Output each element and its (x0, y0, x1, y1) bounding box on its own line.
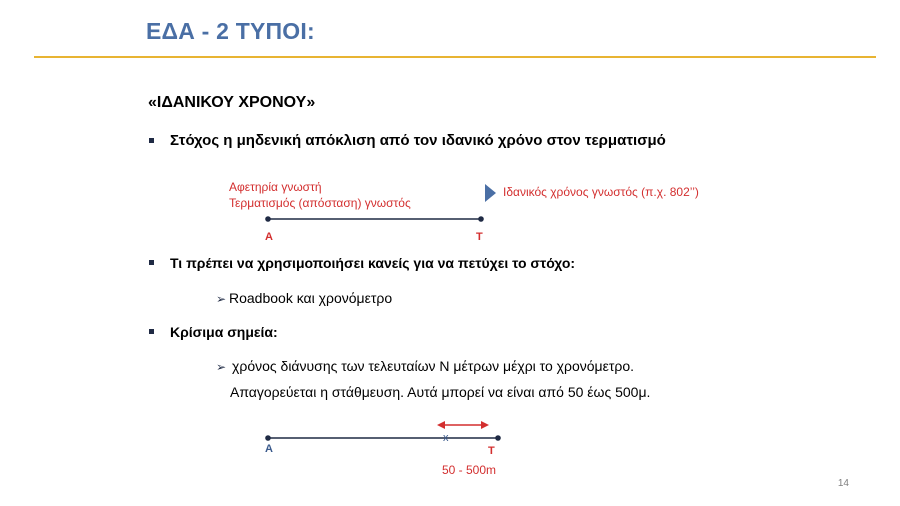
diagram1-point-t-dot (478, 216, 484, 222)
diagram2-point-x-label: x (443, 432, 449, 444)
diagram1-point-t-label: Τ (476, 231, 483, 243)
diagram1-point-a-label: Α (265, 231, 273, 243)
diagram2-range-label: 50 - 500m (442, 463, 497, 477)
range-arrow-right-icon (481, 421, 489, 429)
arrow-bullet-icon: ➢ (216, 292, 227, 306)
diagram2-point-a-dot (265, 435, 271, 441)
slide-title: ΕΔΑ - 2 ΤΥΠΟΙ: (146, 18, 315, 44)
diagram1-label-start: Αφετηρία γνωστή (229, 180, 322, 194)
sub-bullet-3-line2: Απαγορεύεται η στάθμευση. Αυτά μπορεί να είναι από 50 έως 500μ. (230, 384, 651, 400)
diagram2-point-t-dot (495, 435, 501, 441)
range-arrow-left-icon (437, 421, 445, 429)
diagram2-point-t-label: Τ (488, 445, 495, 457)
bullet-1-text: Στόχος η μηδενική απόκλιση από τον ιδανικό χρόνο στον τερματισμό (170, 132, 666, 149)
page-number: 14 (837, 478, 849, 489)
diagram1-label-finish: Τερματισμός (απόσταση) γνωστός (229, 196, 411, 210)
bullet-square-icon (149, 260, 154, 265)
sub-bullet-2-text: Roadbook και χρονόμετρο (229, 290, 393, 306)
diagram2-point-a-label: Α (265, 443, 273, 455)
arrow-bullet-icon: ➢ (216, 360, 227, 374)
bullet-3-text: Κρίσιμα σημεία: (170, 324, 278, 340)
play-triangle-icon (485, 184, 496, 202)
bullet-square-icon (149, 329, 154, 334)
sub-bullet-3-line1: χρόνος διάνυσης των τελευταίων Ν μέτρων μέχρι το χρονόμετρο. (232, 358, 635, 374)
bullet-2-text: Τι πρέπει να χρησιμοποιήσει κανείς για να πετύχει το στόχο: (170, 255, 576, 271)
diagram1-label-ideal: Ιδανικός χρόνος γνωστός (π.χ. 802’’) (503, 185, 699, 199)
slide-subtitle: «ΙΔΑΝΙΚΟΥ ΧΡΟΝΟΥ» (148, 94, 316, 111)
diagram1-point-a-dot (265, 216, 271, 222)
